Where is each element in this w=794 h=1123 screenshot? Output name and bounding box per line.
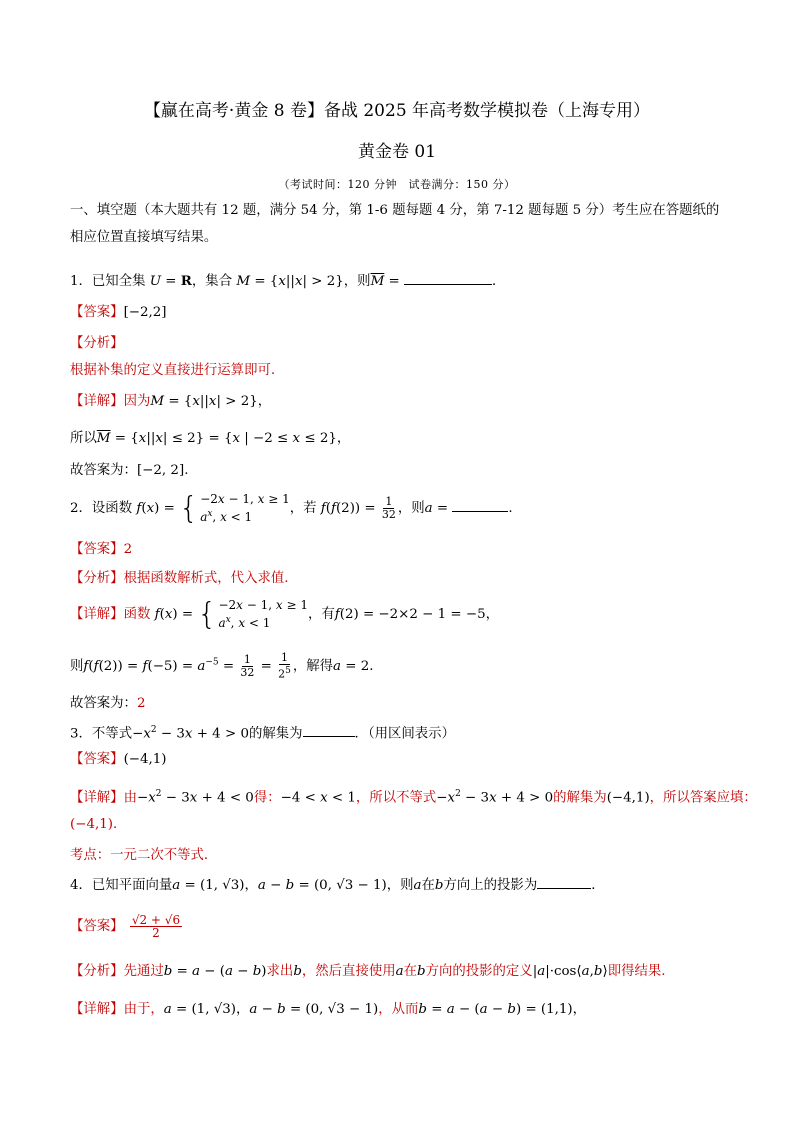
q2-answer-blank (452, 497, 508, 512)
answer-label: 【答案】 (70, 305, 124, 320)
q1-prefix: 1．已知全集 (70, 274, 146, 289)
question-3: 3．不等式$-x^2 - 3x + 4 > 0$的解集为 ．（用区间表示） (70, 720, 455, 744)
page-subtitle: 黄金卷 01 (357, 142, 437, 162)
q3-kaodian: 考点：一元二次不等式． (70, 848, 218, 863)
q1-math-u: U (149, 274, 162, 289)
q1-mid2: ，则 (343, 274, 371, 289)
q1-mid1: ，集合 (191, 274, 233, 289)
q4-answer-blank (537, 874, 591, 889)
q3-detail-line1: 【详解】由$-x^2 - 3x + 4 < 0$得：−4 < x < 1，所以不等式$-x^2 - 3x + 4 > 0$的解集为(−4,1)，所以答案应填： (70, 789, 757, 806)
q3-detail-line2: (−4,1)． (70, 817, 127, 832)
q1-analysis-text: 根据补集的定义直接进行运算即可. (70, 363, 276, 378)
section-heading-line2: 相应位置直接填写结果。 (70, 230, 218, 245)
question-2: 2．设函数 f(x) = { −2x − 1, x ≥ 1 $a^x$, x < 1 ，若 f(f(2)) = $\frac{1}{32}$ ，则a = . (70, 490, 513, 526)
q4-analysis-line: 【分析】先通过b = a − (a − b)求出b，然后直接使用a在b方向的投影的定义|a|·cos⟨a,b⟩即得结果. (70, 964, 666, 979)
q2-analysis-line: 【分析】根据函数解析式，代入求值. (70, 571, 289, 586)
section-heading-line1: 一、填空题（本大题共有 12 题，满分 54 分，第 1-6 题每题 4 分，第 7-12 题每题 5 分）考生应在答题纸的 (70, 203, 720, 218)
exam-info: （考试时间：120 分钟 试卷满分：150 分） (278, 178, 516, 191)
q1-answer-value: [−2,2] (123, 305, 167, 320)
page-title: 【赢在高考·黄金 8 卷】备战 2025 年高考数学模拟卷（上海专用） (143, 101, 651, 121)
q3-answer-line: 【答案】(−4,1) (70, 752, 167, 767)
q1-detail-line2: 所以$\overline{M} = \{x||x| \le 2\} = \{x$ | −2 ≤ x ≤ 2}， (70, 431, 351, 446)
q1-conclusion: 故答案为：[−2, 2]. (70, 463, 189, 478)
q3-answer-blank (303, 722, 355, 737)
question-1: 1．已知全集 U = R，集合 M = {x||x| > 2}，则$\overline{M}$ = ． (70, 270, 505, 292)
q1-answer-line (70, 303, 167, 323)
q1-math-set: M (236, 274, 251, 289)
q2-detail-line1: 【详解】函数 f(x) = { −2x − 1, x ≥ 1 $a^x$, x < 1 ，有f(2) = −2×2 − 1 = −5， (70, 596, 500, 632)
q1-detail-line1: 【详解】因为M = {x||x| > 2}， (70, 394, 272, 409)
q4-detail-line1: 【详解】由于，a = (1, √3)，a − b = (0, √3 − 1)，从而b = a − (a − b) = (1,1)， (70, 1002, 587, 1017)
q2-detail-line2: 则$f(f(2)) = f(-5) = a^{-5}$ = $\frac{1}{32}$ = $\frac{1}{2^5}$ ，解得a = 2. (70, 651, 374, 681)
q2-conclusion: 故答案为：2 (70, 696, 146, 711)
q1-analysis-label: 【分析】 (70, 336, 124, 351)
q1-answer-blank (404, 270, 492, 285)
q4-answer-line: 【答案】 $\frac{√2 + √6}{2}$ (70, 913, 181, 940)
question-4: 4．已知平面向量a = (1, √3)，a − b = (0, √3 − 1)，则a在b方向上的投影为 ． (70, 874, 605, 896)
q2-answer-line: 【答案】2 (70, 542, 133, 557)
